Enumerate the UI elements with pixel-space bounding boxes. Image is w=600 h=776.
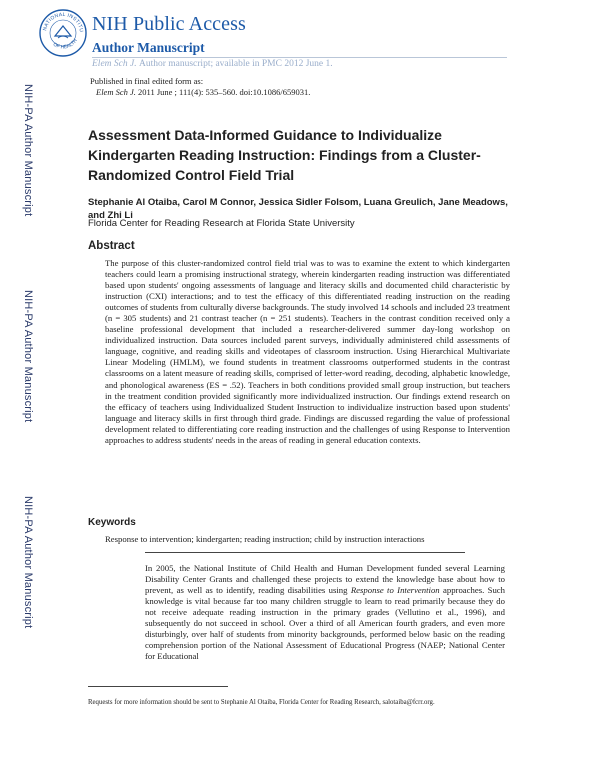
abstract-heading: Abstract [88, 240, 135, 252]
logo-text-bottom: OF HEALTH [51, 37, 79, 51]
abstract-text: The purpose of this cluster-randomized control field trial was to was to examine the extent to which kindergarten teachers could learn a promising instructional strategy, wherein kindergarten reading instruction was differentiated based upon students' ongoing assessments of language and literacy skills and documented child characteristic by instruction (CXI) interactions; and to test the efficacy of this differentiated reading instruction on the reading outcomes of students from culturally diverse backgrounds. The study involved 14 schools and included 23 treatment (n = 305 students) and 21 contrast teacher (n = 251 students). Teachers in the contrast condition received only a baseline professional development that included a researcher-delivered summer day-long workshop on individualized instruction. Data sources included parent surveys, individually administered child assessments of language, cognitive, and reading skills and videotapes of classroom instruction. Using Hierarchical Multivariate Linear Modeling (HMLM), we found students in treatment classrooms outperformed students in the contrast classrooms on a latent measure of reading skills, comprised of letter-word reading, decoding, alphabetic knowledge, and phonological awareness (ES = .52). Teachers in both conditions provided small group instruction, but teachers in the treatment condition provided significantly more individualized instruction. Our findings extend research on the efficacy of teachers using Individualized Student Instruction to individualize instruction based upon students' language and literacy skills in first through third grade. Findings are discussed regarding the value of professional development related to differentiating core reading instruction and the challenges of using Response to Intervention approaches to address students' needs in the areas of reading in general education contexts. [105, 258, 510, 445]
body-text-part1: In 2005, the National Institute of Child Health and Human Development funded several Learning Disability Center Grants and challenged these projects to extend the knowledge base about how to prevent, as well as to identify, reading disabilities using [145, 563, 505, 596]
author-list: Stephanie Al Otaiba, Carol M Connor, Jessica Sidler Folsom, Luana Greulich, Jane Meadows, and Zhi Li [88, 197, 508, 221]
banner-subtitle: Author Manuscript [92, 40, 205, 55]
banner-journal: Elem Sch J. [92, 59, 137, 69]
author-affiliation: Florida Center for Reading Research at Florida State University [88, 218, 355, 229]
banner-availability: Author manuscript; available in PMC 2012 June 1. [138, 59, 333, 69]
logo-text-top: NATIONAL INSTITU [42, 11, 85, 33]
publication-journal: Elem Sch J. [96, 87, 136, 97]
body-paragraph [145, 563, 505, 662]
publication-details: 2011 June ; 111(4): 535–560. doi:10.1086/659031. [138, 87, 311, 97]
section-divider [145, 552, 465, 553]
footnote-text: Requests for more information should be sent to Stephanie Al Otaiba, Florida Center for Reading Research, salotaiba@fcrr.org. [88, 699, 435, 706]
article-title: Assessment Data-Informed Guidance to Individualize Kindergarten Reading Instruction: Findings from a Cluster-Randomized Control Field Trial [88, 127, 481, 183]
side-label-top: NIH-PA Author Manuscript [22, 84, 34, 217]
banner-title: NIH Public Access [92, 13, 246, 35]
body-emphasis: Response to Intervention [350, 585, 440, 596]
banner-citation [92, 59, 333, 69]
published-line: Published in final edited form as: [90, 76, 204, 86]
publication-citation [96, 87, 310, 97]
nih-seal-logo [38, 8, 88, 58]
footnote-divider [88, 686, 228, 687]
body-text-part2: approaches. Such knowledge is vital because far too many children struggle to learn to read primarily because they do not receive adequate reading instruction in the primary grades (Vellutino et al., 1996), and subsequently do not succeed in school. Over a third of all American fourth graders, and even more disturbingly, over half of students from minority backgrounds, performed below basic on the reading comprehension portion of the National Assessment of Educational Progress (NAEP; National Center for Educational [145, 585, 506, 662]
keywords-text: Response to intervention; kindergarten; reading instruction; child by instruction interactions [105, 534, 425, 544]
svg-text:OF HEALTH [52, 38, 79, 51]
banner-divider [92, 57, 507, 58]
keywords-heading: Keywords [88, 517, 136, 528]
side-label-bottom: NIH-PA Author Manuscript [22, 496, 34, 629]
side-label-middle: NIH-PA Author Manuscript [22, 290, 34, 423]
